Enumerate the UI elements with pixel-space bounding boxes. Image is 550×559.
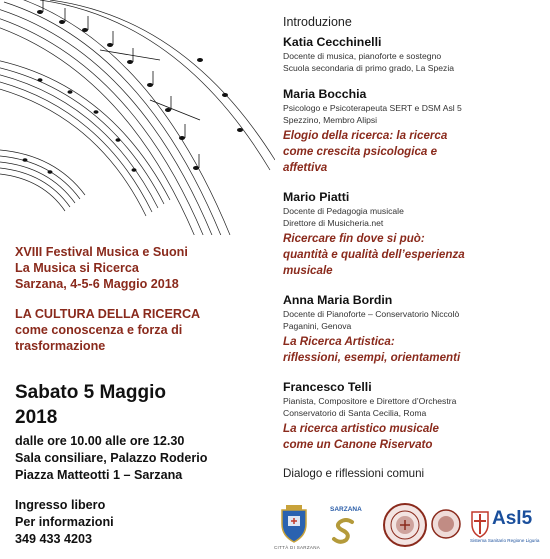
festival-line-1: XVIII Festival Musica e Suoni: [15, 245, 188, 259]
program-closing: Dialogo e riflessioni comuni: [283, 467, 425, 480]
speaker-name: Katia Cecchinelli: [283, 35, 382, 49]
talk-line: quantità e qualità dell’esperienza: [283, 248, 465, 261]
talk-title: [283, 334, 545, 366]
sarzana-s-logo: [330, 516, 360, 546]
phone-number: 349 433 4203: [15, 532, 93, 546]
talk-line: La ricerca artistico musicale: [283, 422, 439, 435]
talk-title: [283, 128, 545, 176]
entry-info: Ingresso libero: [15, 498, 106, 512]
theme-line-3: trasformazione: [15, 339, 106, 353]
talk-line: riflessioni, esempi, orientamenti: [283, 351, 461, 364]
talk-line: Elogio della ricerca: la ricerca: [283, 129, 448, 142]
speaker-role: Psicologo e Psicoterapeuta SERT e DSM Asl 5: [283, 103, 462, 113]
event-time: dalle ore 10.00 alle ore 12.30: [15, 434, 185, 448]
program: [283, 14, 545, 482]
speaker-bordin: [283, 292, 545, 366]
speaker-role: Docente di Pianoforte – Conservatorio Niccolò: [283, 309, 460, 319]
festival-line-3: Sarzana, 4-5-6 Maggio 2018: [15, 277, 179, 291]
speaker-name: Francesco Telli: [283, 380, 372, 394]
event-details: [15, 433, 207, 484]
event-venue: Sala consiliare, Palazzo Roderio: [15, 451, 208, 465]
speaker-role: Scuola secondaria di primo grado, La Spezia: [283, 63, 455, 73]
speaker-role: Conservatorio di Santa Cecilia, Roma: [283, 408, 427, 418]
program-intro: Introduzione: [283, 15, 352, 29]
theme-line-1: LA CULTURA DELLA RICERCA: [15, 307, 201, 321]
speaker-role: Direttore di Musicheria.net: [283, 218, 384, 228]
event-date-line-1: Sabato 5 Maggio: [15, 382, 166, 403]
speaker-name: Maria Bocchia: [283, 87, 367, 101]
festival-title: [15, 244, 270, 292]
talk-line: La Ricerca Artistica:: [283, 335, 395, 348]
liguria-region-icon: [470, 510, 490, 538]
event-date: [15, 380, 255, 430]
sarzana-label: SARZANA: [330, 506, 362, 513]
speaker-telli: [283, 379, 545, 453]
talk-line: Ricercare fin dove si può:: [283, 232, 425, 245]
speaker-role: Pianista, Compositore e Direttore d’Orchestra: [283, 396, 457, 406]
asl-label: Asl5: [492, 508, 533, 529]
more-info: Per informazioni: [15, 515, 114, 529]
asl-caption: Sistema Sanitario Regione Liguria: [470, 538, 540, 543]
festival-block: [15, 244, 270, 354]
conservatory-seal-logo: [430, 508, 462, 540]
speaker-cecchinelli: [283, 34, 545, 74]
talk-line: musicale: [283, 264, 333, 277]
event-date-line-2: 2018: [15, 407, 58, 428]
institution-seal-logo: [382, 502, 428, 548]
theme-title: [15, 306, 270, 354]
speaker-role: Spezzino, Membro Alipsi: [283, 115, 378, 125]
festival-line-2: La Musica si Ricerca: [15, 261, 139, 275]
speaker-role: Docente di Pedagogia musicale: [283, 206, 404, 216]
info-block: [15, 497, 114, 548]
speaker-name: Mario Piatti: [283, 190, 350, 204]
talk-title: [283, 231, 545, 279]
talk-line: affettiva: [283, 161, 328, 174]
city-crest-logo: [276, 504, 312, 544]
talk-title: [283, 421, 545, 453]
speaker-role: Paganini, Genova: [283, 321, 352, 331]
music-score-illustration: [0, 0, 275, 235]
theme-line-2: come conoscenza e forza di: [15, 323, 183, 337]
talk-line: come crescita psicologica e: [283, 145, 438, 158]
speaker-piatti: [283, 189, 545, 279]
event-address: Piazza Matteotti 1 – Sarzana: [15, 468, 183, 482]
talk-line: come un Canone Riservato: [283, 438, 433, 451]
sponsor-logos: [270, 500, 548, 556]
speaker-bocchia: [283, 86, 545, 176]
speaker-name: Anna Maria Bordin: [283, 293, 393, 307]
city-caption: CITTÀ DI SARZANA: [274, 545, 321, 550]
speaker-role: Docente di musica, pianoforte e sostegno: [283, 51, 442, 61]
